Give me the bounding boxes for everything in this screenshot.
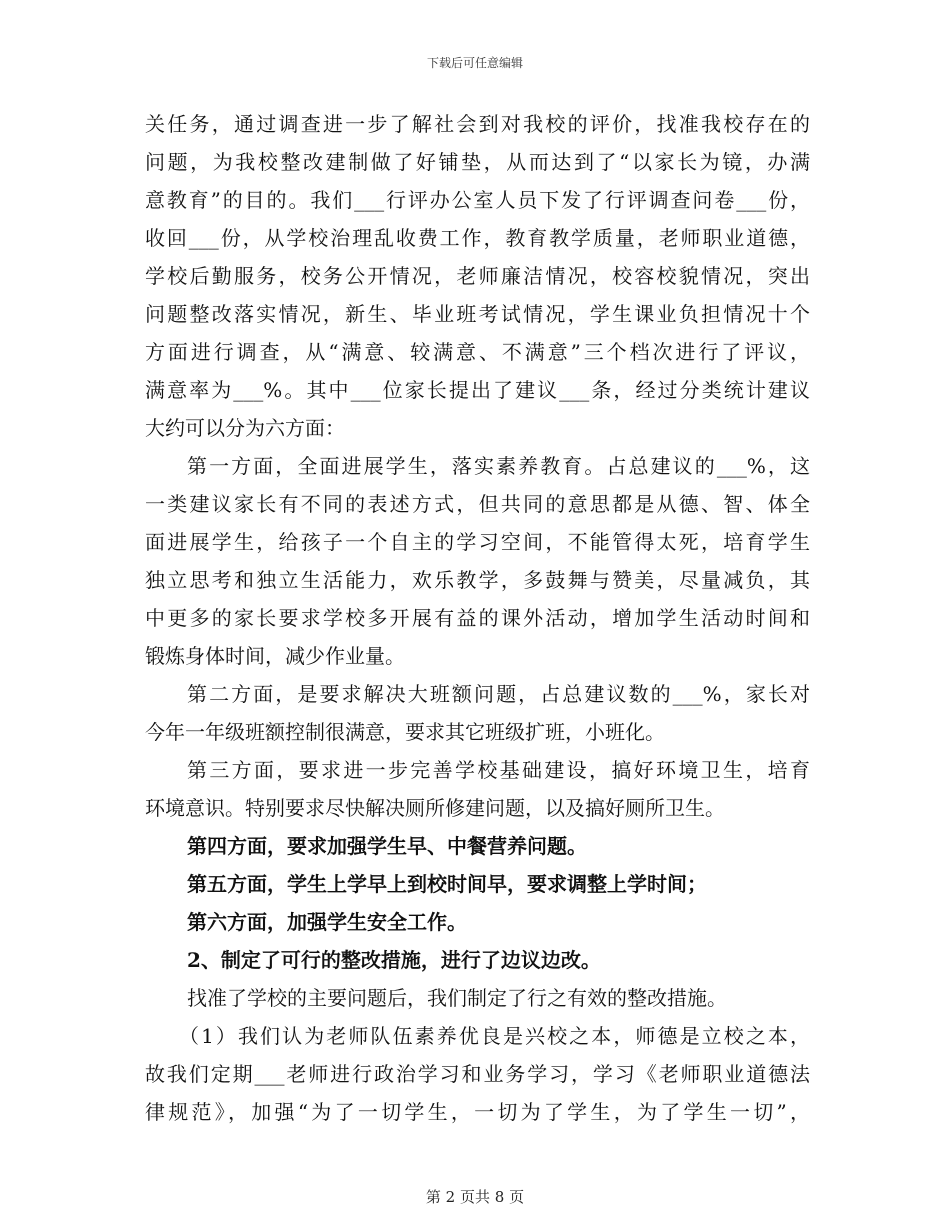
bold-paragraph: 第六方面，加强学生安全工作。 [187, 910, 467, 934]
text-line: 锻炼身体时间，减少作业量。 [145, 644, 405, 668]
text-line: 方面进行调查，从“满意、较满意、不满意”三个档次进行了评议， [145, 340, 810, 364]
text-line: 意教育”的目的。我们___行评办公室人员下发了行评调查问卷___份， [145, 188, 810, 212]
text-line: 学校后勤服务，校务公开情况，老师廉洁情况，校容校貌情况，突出 [145, 264, 810, 288]
text-line: 独立思考和独立生活能力，欢乐教学，多鼓舞与赞美，尽量减负，其 [145, 568, 810, 592]
bold-paragraph: 第四方面，要求加强学生早、中餐营养问题。 [187, 834, 587, 858]
page-header: 下载后可任意编辑 [426, 56, 523, 70]
text-line: 今年一年级班额控制很满意，要求其它班级扩班，小班化。 [145, 720, 665, 744]
text-line: 故我们定期___老师进行政治学习和业务学习，学习《老师职业道德法 [145, 1062, 810, 1086]
text-line: 大约可以分为六方面： [145, 416, 345, 440]
paragraph-first-line: （1）我们认为老师队伍素养优良是兴校之本，师德是立校之本， [179, 1024, 810, 1048]
text-line: 问题，为我校整改建制做了好铺垫，从而达到了“以家长为镜，办满 [145, 150, 810, 174]
paragraph-first-line: 第二方面，是要求解决大班额问题，占总建议数的___%，家长对 [187, 682, 810, 706]
bold-paragraph: 第五方面，学生上学早上到校时间早，要求调整上学时间； [187, 872, 707, 896]
text-line: 律规范》，加强“为了一切学生，一切为了学生，为了学生一切”， [145, 1100, 810, 1124]
text-line: 一类建议家长有不同的表述方式，但共同的意思都是从德、智、体全 [145, 492, 810, 516]
paragraph-first-line: 第三方面，要求进一步完善学校基础建设，搞好环境卫生，培育 [187, 758, 810, 782]
text-line: 收回___份，从学校治理乱收费工作，教育教学质量，老师职业道德， [145, 226, 810, 250]
text-line: 中更多的家长要求学校多开展有益的课外活动，增加学生活动时间和 [145, 606, 810, 630]
page-footer: 第 2 页共 8 页 [425, 1188, 525, 1206]
paragraph-first-line: 找准了学校的主要问题后，我们制定了行之有效的整改措施。 [187, 986, 727, 1010]
body-text [145, 107, 810, 1129]
text-line: 环境意识。特别要求尽快解决厕所修建问题，以及搞好厕所卫生。 [145, 796, 725, 820]
text-line: 问题整改落实情况，新生、毕业班考试情况，学生课业负担情况十个 [145, 302, 810, 326]
text-line: 关任务，通过调查进一步了解社会到对我校的评价，找准我校存在的 [145, 112, 810, 136]
text-line: 面进展学生，给孩子一个自主的学习空间，不能管得太死，培育学生 [145, 530, 810, 554]
section-heading: 2、制定了可行的整改措施，进行了边议边改。 [187, 948, 601, 972]
text-line: 满意率为___%。其中___位家长提出了建议___条，经过分类统计建议 [145, 378, 810, 402]
paragraph-first-line: 第一方面，全面进展学生，落实素养教育。占总建议的___%，这 [187, 454, 810, 478]
